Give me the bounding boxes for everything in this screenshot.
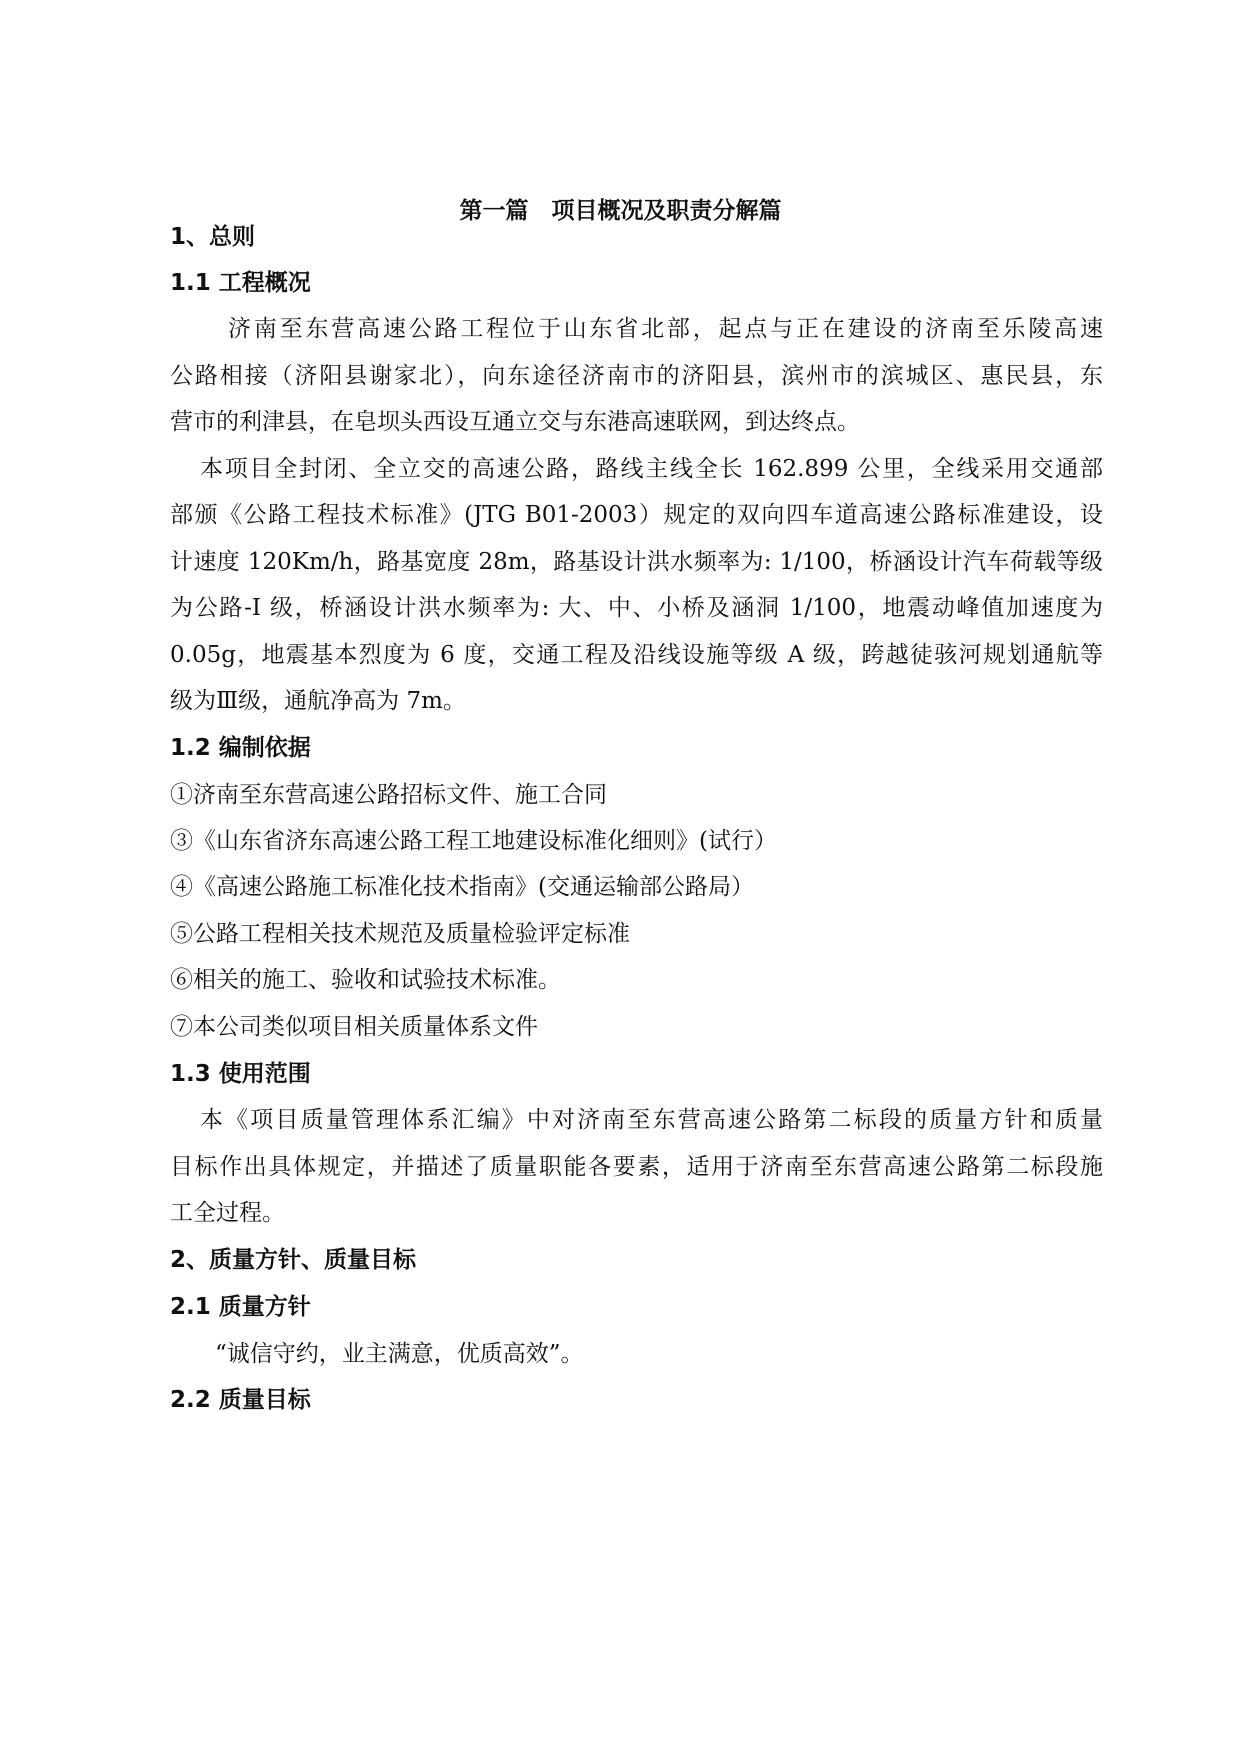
paragraph-line: 济南至东营高速公路工程位于山东省北部，起点与正在建设的济南至乐陵高速: [228, 316, 1103, 342]
list-item: ④《高速公路施工标准化技术指南》(交通运输部公路局）: [170, 874, 754, 900]
page-title: 第一篇 项目概况及职责分解篇: [459, 198, 782, 224]
list-item: ⑤公路工程相关技术规范及质量检验评定标准: [170, 921, 630, 947]
list-item: ⑥相关的施工、验收和试验技术标准。: [170, 967, 561, 993]
paragraph-line: 公路相接（济阳县谢家北），向东途径济南市的济阳县，滨州市的滨城区、惠民县，东: [170, 363, 1103, 389]
section-1-2-heading: 1.2 编制依据: [170, 735, 311, 761]
section-2-heading: 2、质量方针、质量目标: [170, 1247, 417, 1273]
paragraph-line: 计速度 120Km/h，路基宽度 28m，路基设计洪水频率为: 1/100，桥涵设计汽车荷载等级: [170, 549, 1103, 575]
list-item: ⑦本公司类似项目相关质量体系文件: [170, 1014, 538, 1040]
list-item: ③《山东省济东高速公路工程工地建设标准化细则》(试行）: [170, 828, 777, 854]
paragraph-line: 本项目全封闭、全立交的高速公路，路线主线全长 162.899 公里，全线采用交通部: [200, 456, 1103, 482]
paragraph-line: 级为Ⅲ级，通航净高为 7m。: [170, 688, 466, 714]
section-1-heading: 1、总则: [170, 224, 256, 250]
section-1-3-heading: 1.3 使用范围: [170, 1061, 311, 1087]
section-1-1-heading: 1.1 工程概况: [170, 270, 311, 296]
quality-policy-text: “诚信守约，业主满意，优质高效”。: [215, 1341, 584, 1367]
paragraph-line: 为公路-I 级，桥涵设计洪水频率为: 大、中、小桥及涵洞 1/100，地震动峰值加速度为: [170, 595, 1103, 621]
paragraph-line: 工全过程。: [170, 1200, 285, 1226]
section-2-1-heading: 2.1 质量方针: [170, 1294, 311, 1320]
paragraph-line: 0.05g，地震基本烈度为 6 度，交通工程及沿线设施等级 A 级，跨越徒骇河规划通航等: [170, 642, 1103, 668]
section-2-2-heading: 2.2 质量目标: [170, 1387, 311, 1413]
paragraph-line: 营市的利津县，在皂坝头西设互通立交与东港高速联网，到达终点。: [170, 409, 860, 435]
paragraph-line: 目标作出具体规定，并描述了质量职能各要素，适用于济南至东营高速公路第二标段施: [170, 1154, 1103, 1180]
paragraph-line: 部颁《公路工程技术标准》(JTG B01-2003）规定的双向四车道高速公路标准建设，设: [170, 502, 1103, 528]
list-item: ①济南至东营高速公路招标文件、施工合同: [170, 782, 607, 808]
paragraph-line: 本《项目质量管理体系汇编》中对济南至东营高速公路第二标段的质量方针和质量: [200, 1107, 1103, 1133]
